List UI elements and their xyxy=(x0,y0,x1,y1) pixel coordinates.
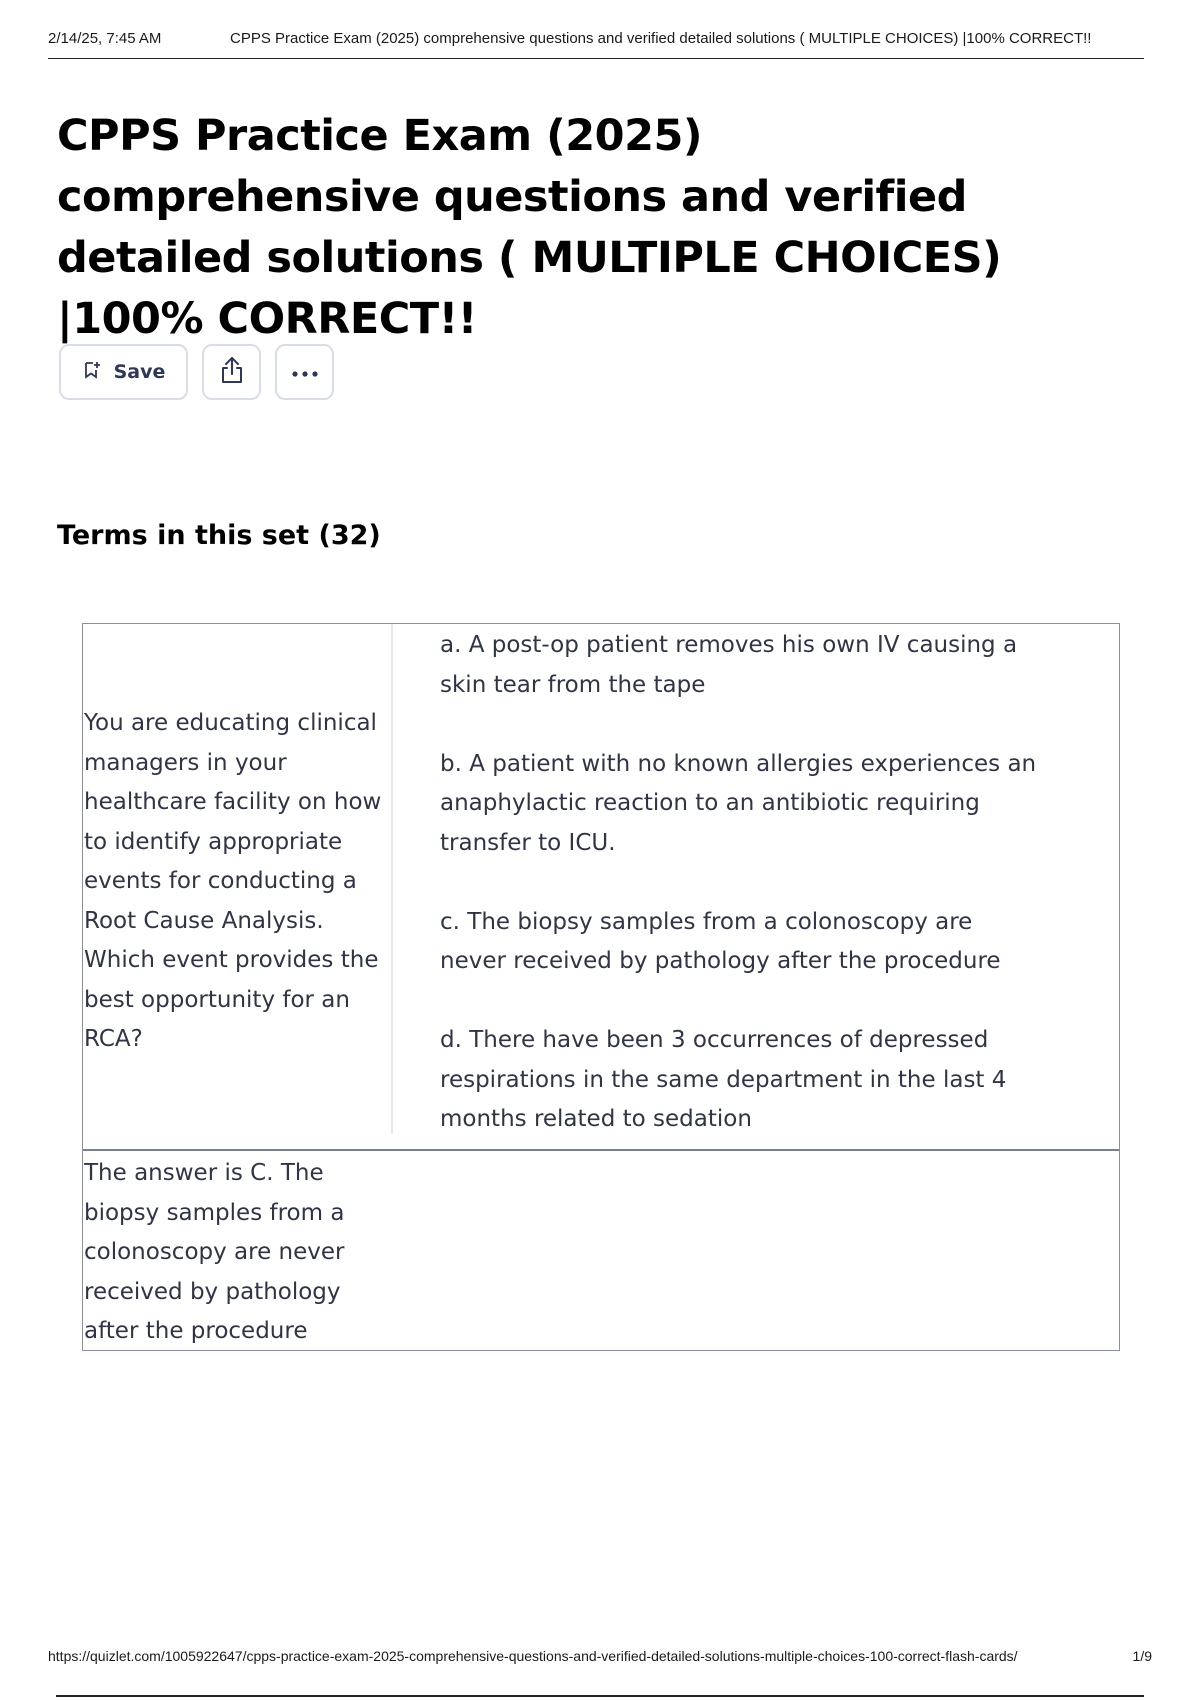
choice-d: d. There have been 3 occurrences of depressed respirations in the same department in the last 4 months related to sedation xyxy=(440,1027,1007,1132)
save-button-label: Save xyxy=(113,361,166,383)
print-header xyxy=(48,28,1144,59)
flashcard-term: You are educating clinical managers in your healthcare facility on how to identify appropriate events for conducting a Root Cause Analysis. Which event provides the best opportunity for an RCA? xyxy=(84,710,382,1052)
flashcard-answer: The answer is C. The biopsy samples from a colonoscopy are never received by pathology after the procedure xyxy=(84,1160,345,1344)
choice-b: b. A patient with no known allergies experiences an anaphylactic reaction to an antibiotic requiring transfer to ICU. xyxy=(440,750,1037,856)
choice-c: c. The biopsy samples from a colonoscopy are never received by pathology after the procedure xyxy=(440,908,1001,974)
share-button[interactable] xyxy=(202,344,261,400)
page-title: CPPS Practice Exam (2025) comprehensive questions and verified detailed solutions ( MULTIPLE CHOICES) |100% CORRECT!! xyxy=(57,111,1002,344)
share-icon xyxy=(218,355,246,389)
terms-heading: Terms in this set (32) xyxy=(57,520,381,551)
print-header-title: CPPS Practice Exam (2025) comprehensive questions and verified detailed solutions ( MULTIPLE CHOICES) |100% CORRECT!! xyxy=(230,30,1092,47)
bookmark-add-icon xyxy=(82,360,102,384)
flashcard xyxy=(82,623,1120,1351)
print-date: 2/14/25, 7:45 AM xyxy=(48,30,162,47)
flashcard-definition xyxy=(440,626,1040,1140)
choice-a: a. A post-op patient removes his own IV causing a skin tear from the tape xyxy=(440,632,1018,698)
more-options-button[interactable] xyxy=(275,344,334,400)
footer-divider xyxy=(56,1695,1144,1697)
column-divider xyxy=(391,624,393,1134)
print-url: https://quizlet.com/1005922647/cpps-practice-exam-2025-comprehensive-questions-and-verified-detailed-solutions-multiple-choices-100-correct-flash-cards/ xyxy=(48,1648,1018,1664)
more-horizontal-icon xyxy=(291,363,319,382)
flashcard-question-row xyxy=(83,624,1119,1151)
save-button[interactable] xyxy=(59,344,188,400)
page-number: 1/9 xyxy=(1132,1648,1152,1664)
